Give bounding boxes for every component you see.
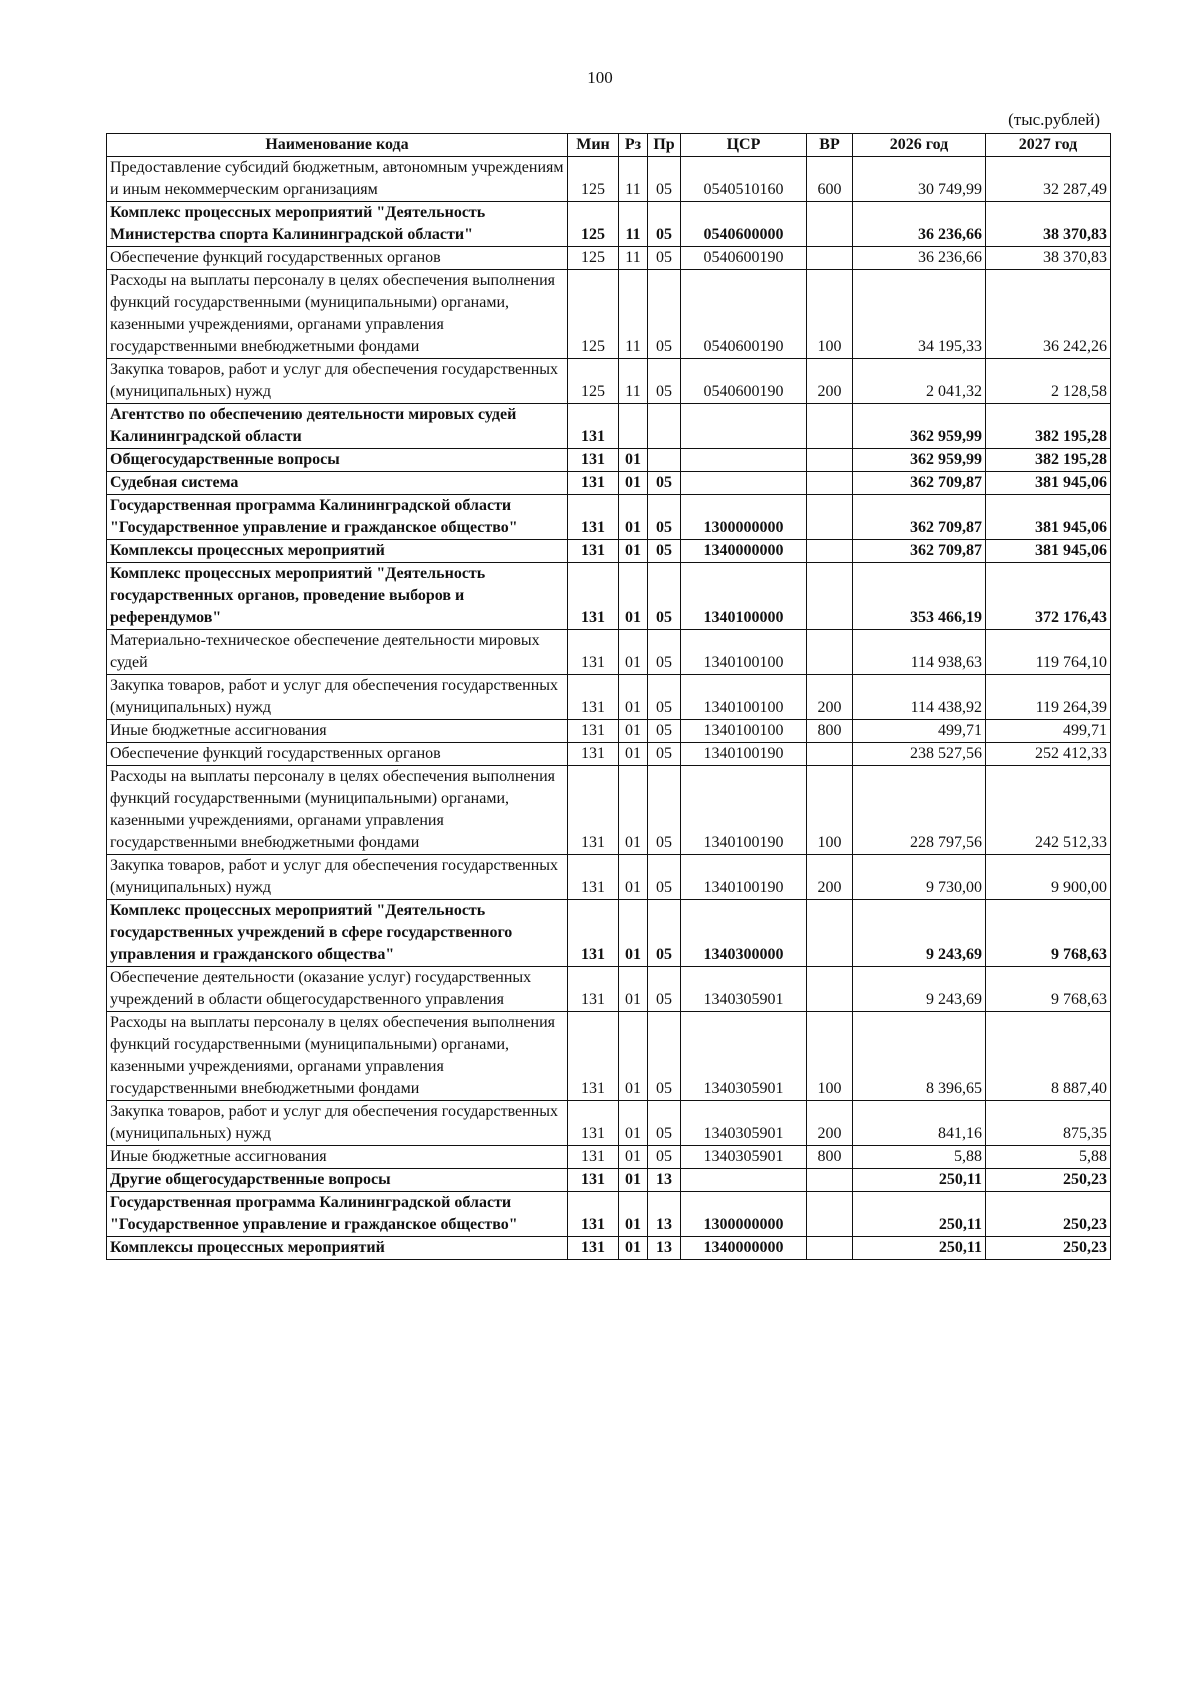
cell-2027: 250,23	[986, 1192, 1111, 1237]
cell-rz: 01	[619, 1169, 648, 1192]
cell-rz: 01	[619, 472, 648, 495]
cell-rz: 01	[619, 495, 648, 540]
cell-2026: 362 709,87	[853, 495, 986, 540]
cell-rz: 11	[619, 157, 648, 202]
cell-2027: 250,23	[986, 1169, 1111, 1192]
cell-2027: 9 768,63	[986, 967, 1111, 1012]
cell-min: 131	[568, 766, 619, 855]
cell-name: Комплекс процессных мероприятий "Деятельность государственных учреждений в сфере государственного управления и гражданского общества"	[107, 900, 568, 967]
cell-2026: 362 959,99	[853, 404, 986, 449]
table-row	[107, 270, 1111, 359]
cell-name: Обеспечение функций государственных органов	[107, 743, 568, 766]
cell-2026: 228 797,56	[853, 766, 986, 855]
cell-2026: 9 730,00	[853, 855, 986, 900]
cell-vr	[807, 540, 853, 563]
cell-name: Комплекс процессных мероприятий "Деятельность государственных органов, проведение выборов и референдумов"	[107, 563, 568, 630]
cell-min: 131	[568, 1146, 619, 1169]
cell-pr: 05	[648, 1101, 681, 1146]
header-vr: ВР	[807, 134, 853, 157]
cell-2026: 353 466,19	[853, 563, 986, 630]
table-row	[107, 404, 1111, 449]
cell-name: Иные бюджетные ассигнования	[107, 720, 568, 743]
cell-2026: 9 243,69	[853, 967, 986, 1012]
cell-2027: 242 512,33	[986, 766, 1111, 855]
cell-rz: 01	[619, 540, 648, 563]
cell-pr: 05	[648, 563, 681, 630]
cell-min: 125	[568, 247, 619, 270]
cell-pr: 05	[648, 675, 681, 720]
cell-rz: 01	[619, 1101, 648, 1146]
cell-min: 131	[568, 967, 619, 1012]
table-row	[107, 495, 1111, 540]
table-row	[107, 900, 1111, 967]
cell-2027: 38 370,83	[986, 202, 1111, 247]
cell-rz: 01	[619, 855, 648, 900]
table-row	[107, 359, 1111, 404]
cell-vr	[807, 900, 853, 967]
cell-pr: 05	[648, 202, 681, 247]
cell-2027: 382 195,28	[986, 404, 1111, 449]
table-row	[107, 540, 1111, 563]
cell-pr	[648, 404, 681, 449]
cell-min: 131	[568, 720, 619, 743]
cell-vr: 100	[807, 270, 853, 359]
cell-2027: 8 887,40	[986, 1012, 1111, 1101]
cell-2027: 381 945,06	[986, 540, 1111, 563]
cell-2026: 30 749,99	[853, 157, 986, 202]
table-row	[107, 1237, 1111, 1260]
cell-vr: 200	[807, 855, 853, 900]
cell-min: 131	[568, 449, 619, 472]
table-row	[107, 157, 1111, 202]
cell-csr: 1340100190	[681, 743, 807, 766]
cell-min: 125	[568, 157, 619, 202]
cell-csr: 0540600190	[681, 359, 807, 404]
cell-2027: 250,23	[986, 1237, 1111, 1260]
cell-csr: 1340100100	[681, 675, 807, 720]
header-name: Наименование кода	[107, 134, 568, 157]
table-header-row	[107, 134, 1111, 157]
cell-pr: 05	[648, 720, 681, 743]
cell-pr: 13	[648, 1169, 681, 1192]
cell-rz: 01	[619, 449, 648, 472]
cell-min: 131	[568, 1237, 619, 1260]
cell-csr	[681, 472, 807, 495]
cell-min: 131	[568, 472, 619, 495]
cell-vr: 800	[807, 1146, 853, 1169]
cell-vr: 100	[807, 1012, 853, 1101]
table-row	[107, 472, 1111, 495]
cell-2027: 5,88	[986, 1146, 1111, 1169]
cell-2027: 2 128,58	[986, 359, 1111, 404]
cell-min: 131	[568, 900, 619, 967]
cell-rz: 01	[619, 1192, 648, 1237]
table-row	[107, 1169, 1111, 1192]
table-row	[107, 202, 1111, 247]
cell-min: 131	[568, 1192, 619, 1237]
cell-2026: 362 709,87	[853, 472, 986, 495]
cell-rz	[619, 404, 648, 449]
units-label: (тыс.рублей)	[1008, 110, 1100, 129]
cell-csr: 1340305901	[681, 967, 807, 1012]
cell-name: Государственная программа Калининградской области "Государственное управление и гражданское общество"	[107, 1192, 568, 1237]
cell-vr	[807, 630, 853, 675]
cell-min: 131	[568, 630, 619, 675]
cell-csr: 0540600000	[681, 202, 807, 247]
cell-vr	[807, 1192, 853, 1237]
cell-min: 125	[568, 270, 619, 359]
table-row	[107, 1101, 1111, 1146]
cell-min: 131	[568, 1169, 619, 1192]
cell-vr: 600	[807, 157, 853, 202]
cell-vr: 200	[807, 1101, 853, 1146]
table-row	[107, 743, 1111, 766]
cell-vr	[807, 967, 853, 1012]
cell-pr: 05	[648, 359, 681, 404]
cell-2027: 382 195,28	[986, 449, 1111, 472]
table-row	[107, 720, 1111, 743]
cell-rz: 11	[619, 202, 648, 247]
cell-name: Материально-техническое обеспечение деятельности мировых судей	[107, 630, 568, 675]
cell-vr: 200	[807, 675, 853, 720]
cell-2027: 372 176,43	[986, 563, 1111, 630]
header-2027: 2027 год	[986, 134, 1111, 157]
cell-pr: 05	[648, 1146, 681, 1169]
cell-name: Обеспечение функций государственных органов	[107, 247, 568, 270]
cell-pr: 05	[648, 967, 681, 1012]
cell-csr: 0540600190	[681, 270, 807, 359]
cell-rz: 01	[619, 675, 648, 720]
cell-csr: 0540600190	[681, 247, 807, 270]
header-2026: 2026 год	[853, 134, 986, 157]
cell-2027: 119 764,10	[986, 630, 1111, 675]
cell-csr: 1340305901	[681, 1146, 807, 1169]
cell-2027: 875,35	[986, 1101, 1111, 1146]
cell-2027: 252 412,33	[986, 743, 1111, 766]
cell-2027: 381 945,06	[986, 495, 1111, 540]
cell-csr: 1340100100	[681, 630, 807, 675]
cell-vr	[807, 563, 853, 630]
cell-rz: 11	[619, 247, 648, 270]
cell-vr	[807, 202, 853, 247]
cell-csr: 1340100190	[681, 766, 807, 855]
header-min: Мин	[568, 134, 619, 157]
cell-name: Расходы на выплаты персоналу в целях обеспечения выполнения функций государственными (муниципальными) органами, казенными учреждениями, органами управления государственными внебюджетными фондами	[107, 270, 568, 359]
cell-min: 131	[568, 743, 619, 766]
cell-name: Иные бюджетные ассигнования	[107, 1146, 568, 1169]
header-rz: Рз	[619, 134, 648, 157]
table-row	[107, 247, 1111, 270]
cell-vr	[807, 472, 853, 495]
cell-rz: 11	[619, 270, 648, 359]
cell-2027: 381 945,06	[986, 472, 1111, 495]
table-row	[107, 766, 1111, 855]
table-row	[107, 1012, 1111, 1101]
cell-csr	[681, 404, 807, 449]
header-csr: ЦСР	[681, 134, 807, 157]
cell-pr: 05	[648, 630, 681, 675]
cell-vr: 100	[807, 766, 853, 855]
cell-name: Комплексы процессных мероприятий	[107, 540, 568, 563]
cell-csr: 1340305901	[681, 1101, 807, 1146]
cell-2026: 114 438,92	[853, 675, 986, 720]
cell-csr: 1340300000	[681, 900, 807, 967]
cell-csr: 1300000000	[681, 495, 807, 540]
page-number: 100	[587, 68, 613, 87]
cell-name: Закупка товаров, работ и услуг для обеспечения государственных (муниципальных) нужд	[107, 675, 568, 720]
cell-rz: 01	[619, 563, 648, 630]
header-pr: Пр	[648, 134, 681, 157]
cell-rz: 01	[619, 1012, 648, 1101]
cell-rz: 01	[619, 1237, 648, 1260]
cell-rz: 01	[619, 900, 648, 967]
cell-name: Закупка товаров, работ и услуг для обеспечения государственных (муниципальных) нужд	[107, 359, 568, 404]
cell-rz: 01	[619, 720, 648, 743]
cell-min: 131	[568, 563, 619, 630]
cell-csr: 1340100000	[681, 563, 807, 630]
cell-2027: 36 242,26	[986, 270, 1111, 359]
cell-2027: 32 287,49	[986, 157, 1111, 202]
cell-rz: 01	[619, 1146, 648, 1169]
cell-min: 125	[568, 359, 619, 404]
cell-name: Агентство по обеспечению деятельности мировых судей Калининградской области	[107, 404, 568, 449]
cell-vr	[807, 404, 853, 449]
table-row	[107, 1146, 1111, 1169]
cell-name: Закупка товаров, работ и услуг для обеспечения государственных (муниципальных) нужд	[107, 1101, 568, 1146]
table-row	[107, 449, 1111, 472]
cell-min: 131	[568, 540, 619, 563]
cell-2027: 499,71	[986, 720, 1111, 743]
cell-name: Обеспечение деятельности (оказание услуг) государственных учреждений в области общегосударственного управления	[107, 967, 568, 1012]
cell-2026: 250,11	[853, 1237, 986, 1260]
cell-csr: 1340000000	[681, 540, 807, 563]
cell-2026: 499,71	[853, 720, 986, 743]
cell-rz: 01	[619, 630, 648, 675]
cell-2026: 36 236,66	[853, 202, 986, 247]
cell-name: Расходы на выплаты персоналу в целях обеспечения выполнения функций государственными (муниципальными) органами, казенными учреждениями, органами управления государственными внебюджетными фондами	[107, 766, 568, 855]
cell-2026: 238 527,56	[853, 743, 986, 766]
cell-2026: 250,11	[853, 1192, 986, 1237]
cell-2026: 9 243,69	[853, 900, 986, 967]
table-row	[107, 1192, 1111, 1237]
cell-vr: 800	[807, 720, 853, 743]
cell-min: 131	[568, 404, 619, 449]
cell-pr: 05	[648, 900, 681, 967]
cell-csr	[681, 1169, 807, 1192]
cell-min: 131	[568, 675, 619, 720]
cell-2027: 9 768,63	[986, 900, 1111, 967]
cell-2027: 38 370,83	[986, 247, 1111, 270]
cell-2026: 36 236,66	[853, 247, 986, 270]
cell-pr: 05	[648, 540, 681, 563]
cell-pr: 05	[648, 743, 681, 766]
cell-min: 131	[568, 1012, 619, 1101]
cell-pr: 05	[648, 855, 681, 900]
cell-pr: 05	[648, 495, 681, 540]
cell-rz: 01	[619, 967, 648, 1012]
cell-name: Государственная программа Калининградской области "Государственное управление и гражданское общество"	[107, 495, 568, 540]
cell-csr: 1340305901	[681, 1012, 807, 1101]
cell-csr: 1340100190	[681, 855, 807, 900]
cell-name: Закупка товаров, работ и услуг для обеспечения государственных (муниципальных) нужд	[107, 855, 568, 900]
cell-2026: 250,11	[853, 1169, 986, 1192]
cell-vr	[807, 495, 853, 540]
cell-pr: 05	[648, 247, 681, 270]
cell-pr: 05	[648, 157, 681, 202]
cell-2026: 841,16	[853, 1101, 986, 1146]
table-body	[107, 157, 1111, 1260]
cell-2026: 2 041,32	[853, 359, 986, 404]
cell-rz: 11	[619, 359, 648, 404]
cell-2026: 114 938,63	[853, 630, 986, 675]
cell-csr: 1340100100	[681, 720, 807, 743]
cell-name: Комплекс процессных мероприятий "Деятельность Министерства спорта Калининградской области"	[107, 202, 568, 247]
cell-name: Другие общегосударственные вопросы	[107, 1169, 568, 1192]
cell-rz: 01	[619, 743, 648, 766]
cell-pr: 05	[648, 472, 681, 495]
cell-2026: 362 959,99	[853, 449, 986, 472]
cell-name: Общегосударственные вопросы	[107, 449, 568, 472]
cell-2026: 5,88	[853, 1146, 986, 1169]
cell-min: 131	[568, 855, 619, 900]
cell-name: Комплексы процессных мероприятий	[107, 1237, 568, 1260]
cell-vr	[807, 743, 853, 766]
cell-csr	[681, 449, 807, 472]
cell-pr	[648, 449, 681, 472]
cell-2027: 119 264,39	[986, 675, 1111, 720]
cell-pr: 13	[648, 1237, 681, 1260]
cell-vr	[807, 247, 853, 270]
cell-2026: 34 195,33	[853, 270, 986, 359]
table-row	[107, 563, 1111, 630]
cell-2027: 9 900,00	[986, 855, 1111, 900]
cell-vr	[807, 1169, 853, 1192]
cell-csr: 1340000000	[681, 1237, 807, 1260]
cell-pr: 05	[648, 1012, 681, 1101]
cell-pr: 05	[648, 270, 681, 359]
budget-table	[106, 133, 1111, 1260]
cell-rz: 01	[619, 766, 648, 855]
cell-2026: 362 709,87	[853, 540, 986, 563]
cell-vr: 200	[807, 359, 853, 404]
cell-min: 131	[568, 1101, 619, 1146]
table-row	[107, 675, 1111, 720]
table-row	[107, 855, 1111, 900]
cell-vr	[807, 449, 853, 472]
cell-name: Судебная система	[107, 472, 568, 495]
cell-pr: 05	[648, 766, 681, 855]
cell-pr: 13	[648, 1192, 681, 1237]
table-row	[107, 967, 1111, 1012]
cell-vr	[807, 1237, 853, 1260]
cell-name: Предоставление субсидий бюджетным, автономным учреждениям и иным некоммерческим организациям	[107, 157, 568, 202]
table-row	[107, 630, 1111, 675]
cell-min: 125	[568, 202, 619, 247]
cell-csr: 0540510160	[681, 157, 807, 202]
cell-name: Расходы на выплаты персоналу в целях обеспечения выполнения функций государственными (муниципальными) органами, казенными учреждениями, органами управления государственными внебюджетными фондами	[107, 1012, 568, 1101]
cell-2026: 8 396,65	[853, 1012, 986, 1101]
cell-min: 131	[568, 495, 619, 540]
cell-csr: 1300000000	[681, 1192, 807, 1237]
